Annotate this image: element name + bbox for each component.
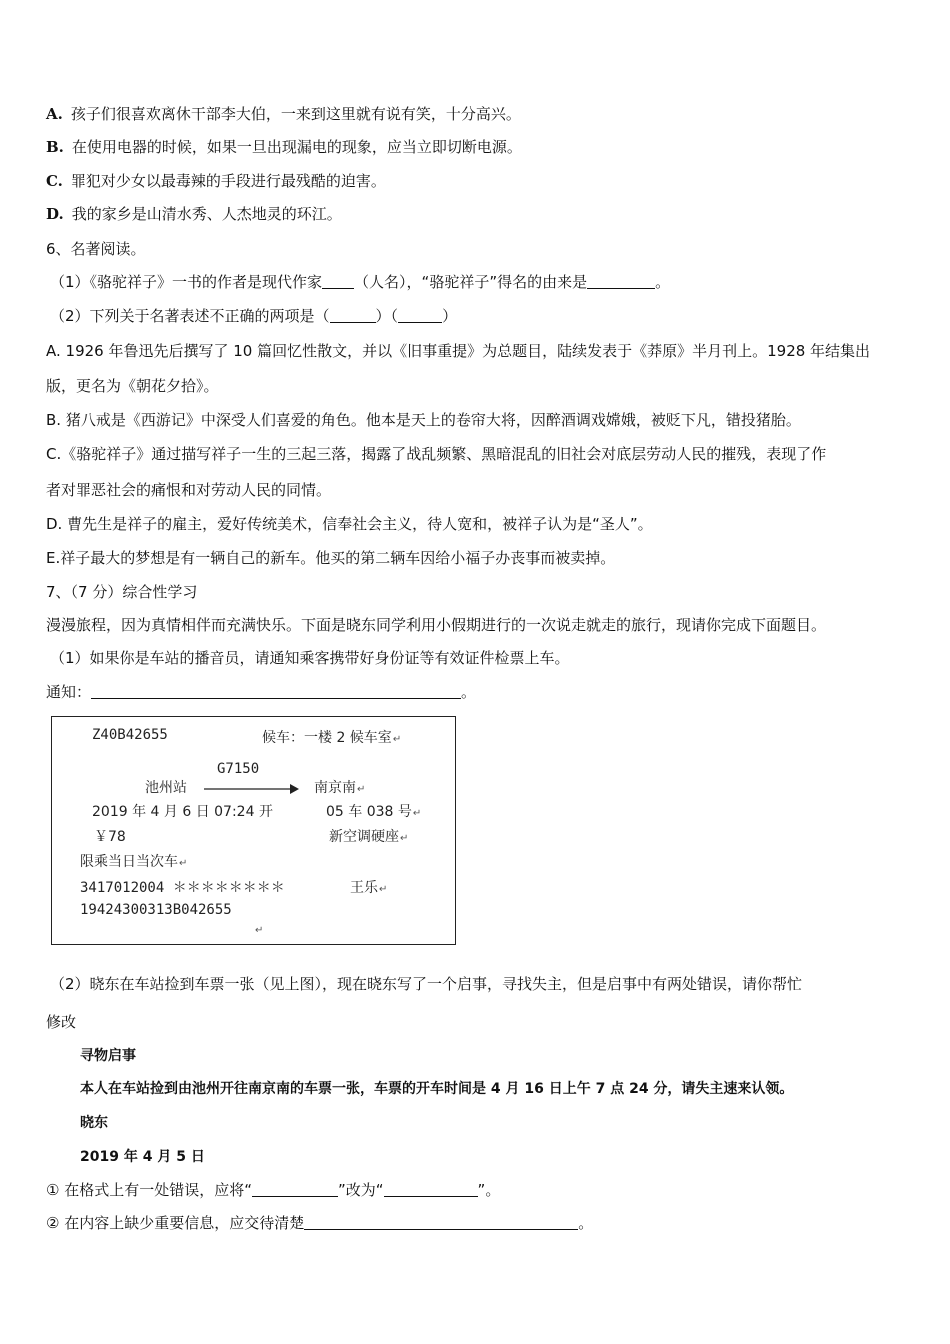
train-ticket <box>51 716 456 945</box>
q7-sub2-line2: 修改 <box>46 1013 77 1031</box>
return-mark: ↵ <box>412 808 422 819</box>
ticket-restriction <box>80 851 187 871</box>
q6-title: 6、名著阅读。 <box>46 240 146 258</box>
option-text: 孩子们很喜欢离休干部李大伯，一来到这里就有说有笑，十分高兴。 <box>70 105 521 123</box>
ticket-seat-class-text: 新空调硬座 <box>329 829 399 845</box>
ticket-to-text: 南京南 <box>314 780 356 796</box>
q6-sub2-text: ）（ <box>375 307 399 325</box>
q7-question-a-text: ”。 <box>477 1181 501 1199</box>
option-b <box>46 137 522 157</box>
q6-sub2 <box>50 306 457 326</box>
q7-sub1: （1）如果你是车站的播音员，请通知乘客携带好身份证等有效证件检票上车。 <box>50 649 570 667</box>
answer-blank-2[interactable] <box>398 308 442 323</box>
q6-sub1-text: （1）《骆驼祥子》一书的作者是现代作家 <box>50 273 323 291</box>
option-a <box>46 104 521 124</box>
return-mark: ↵ <box>255 925 264 936</box>
notice-blank[interactable] <box>91 684 461 699</box>
option-letter: B. <box>46 138 64 156</box>
ticket-name-text: 王乐 <box>350 880 378 896</box>
q7-question-b-text: ② 在内容上缺少重要信息，应交待清楚 <box>46 1214 305 1232</box>
q6-option-c-line2: 者对罪恶社会的痛恨和对劳动人民的同情。 <box>46 481 332 499</box>
ticket-code: Z40B42655 <box>92 727 168 743</box>
q6-option-e: E.祥子最大的梦想是有一辆自己的新车。他买的第二辆车因给小福子办丧事而被卖掉。 <box>46 549 616 567</box>
arrow-icon <box>204 783 299 795</box>
q7-question-b <box>46 1213 593 1233</box>
q6-sub1 <box>50 272 670 292</box>
q6-sub2-text: ） <box>442 307 458 325</box>
ticket-from: 池州站 <box>145 780 187 796</box>
q6-option-b: B. 猪八戒是《西游记》中深受人们喜爱的角色。他本是天上的卷帘大将，因醉酒调戏嫦娥，被贬下凡，错投猪胎。 <box>46 411 801 429</box>
q7-question-b-text: 。 <box>578 1214 594 1232</box>
notice-date: 2019 年 4 月 5 日 <box>80 1149 205 1165</box>
q6-sub2-text: （2）下列关于名著表述不正确的两项是（ <box>50 307 330 325</box>
missing-info-blank[interactable] <box>304 1215 578 1230</box>
ticket-restriction-text: 限乘当日当次车 <box>80 854 178 870</box>
ticket-car-seat <box>326 801 421 821</box>
option-c <box>46 171 386 191</box>
option-text: 我的家乡是山清水秀、人杰地灵的环江。 <box>71 205 342 223</box>
ticket-serial: 19424300313B042655 <box>80 902 232 918</box>
q6-option-d: D. 曹先生是祥子的雇主，爱好传统美术，信奉社会主义，待人宽和，被祥子认为是“圣人”。 <box>46 515 653 533</box>
origin-blank[interactable] <box>587 274 655 289</box>
ticket-datetime: 2019 年 4 月 6 日 07:24 开 <box>92 804 273 820</box>
q7-sub2-line1: （2）晓东在车站捡到车票一张（见上图），现在晓东写了一个启事，寻找失主，但是启事中有两处错误，请你帮忙 <box>50 975 803 993</box>
ticket-price: ￥78 <box>94 829 126 845</box>
q7-title: 7、（7 分）综合性学习 <box>46 583 198 601</box>
return-mark: ↵ <box>179 858 188 869</box>
return-mark: ↵ <box>400 833 409 844</box>
q7-question-a-text: ”改为“ <box>338 1181 384 1199</box>
ticket-train-no: G7150 <box>217 761 260 777</box>
q6-sub1-text: （人名），“骆驼祥子”得名的由来是 <box>354 273 588 291</box>
option-text: 罪犯对少女以最毒辣的手段进行最残酷的迫害。 <box>70 172 386 190</box>
ticket-seat-class <box>329 826 408 846</box>
q7-question-a <box>46 1180 500 1200</box>
author-blank[interactable] <box>322 274 354 289</box>
q6-option-a-line2: 版，更名为《朝花夕拾》。 <box>46 377 219 395</box>
notice-signature: 晓东 <box>80 1115 108 1131</box>
format-correction-blank[interactable] <box>384 1182 478 1197</box>
notice-label: 通知： <box>46 683 92 701</box>
notice-title: 寻物启事 <box>80 1048 136 1064</box>
q6-sub1-text: 。 <box>655 273 671 291</box>
q6-option-a-line1: A. 1926 年鲁迅先后撰写了 10 篇回忆性散文，并以《旧事重提》为总题目，陆续发表于《莽原》半月刊上。1928 年结集出 <box>46 342 871 360</box>
option-d <box>46 204 342 224</box>
ticket-passenger-name <box>350 877 387 897</box>
notice-body: 本人在车站捡到由池州开往南京南的车票一张，车票的开车时间是 4 月 16 日上午 7 点 24 分，请失主速来认领。 <box>80 1081 794 1097</box>
option-letter: C. <box>46 172 63 190</box>
ticket-waiting-room <box>262 727 401 747</box>
return-mark: ↵ <box>357 784 366 795</box>
format-error-blank[interactable] <box>252 1182 338 1197</box>
ticket-to <box>314 777 365 797</box>
option-letter: A. <box>46 105 63 123</box>
option-text: 在使用电器的时候，如果一旦出现漏电的现象，应当立即切断电源。 <box>71 138 522 156</box>
q6-option-c-line1: C.《骆驼祥子》通过描写祥子一生的三起三落，揭露了战乱频繁、黑暗混乱的旧社会对底层劳动人民的摧残，表现了作 <box>46 445 827 463</box>
return-mark: ↵ <box>392 734 402 745</box>
ticket-id-number: 3417012004 ＊＊＊＊＊＊＊＊ <box>80 880 285 896</box>
return-mark: ↵ <box>379 884 388 895</box>
answer-blank-1[interactable] <box>330 308 376 323</box>
notice-end: 。 <box>461 683 477 701</box>
q7-intro: 漫漫旅程，因为真情相伴而充满快乐。下面是晓东同学利用小假期进行的一次说走就走的旅行，现请你完成下面题目。 <box>46 616 827 634</box>
option-letter: D. <box>46 205 64 223</box>
ticket-waiting-text: 候车：一楼 2 候车室 <box>262 730 392 746</box>
ticket-car-seat-text: 05 车 038 号 <box>326 804 412 820</box>
q7-question-a-text: ① 在格式上有一处错误，应将“ <box>46 1181 252 1199</box>
notice-line <box>46 682 476 702</box>
